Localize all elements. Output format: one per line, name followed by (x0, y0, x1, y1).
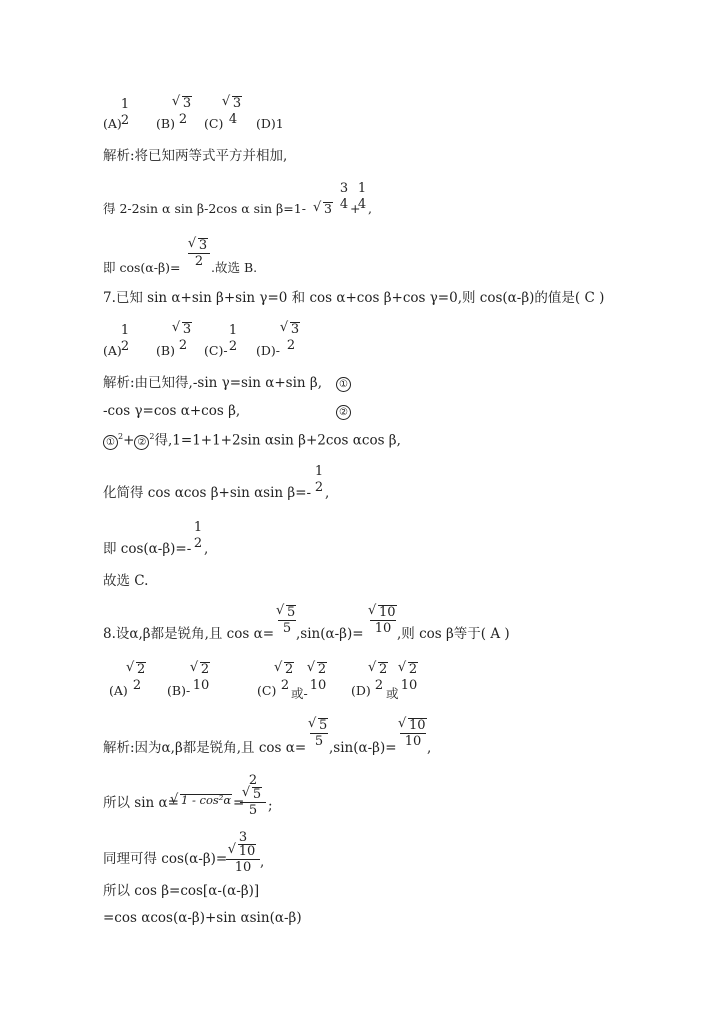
q8-stem-fraction2 (370, 605, 396, 635)
q7-solution-mark1: ① (336, 377, 351, 392)
denominator: 5 (248, 803, 258, 818)
q8-solution-line3-suffix: , (260, 854, 265, 870)
numerator: 10 (409, 718, 426, 733)
q7-solution-line3-square1: 2 (118, 432, 124, 441)
q7-solution-line4-suffix: , (325, 485, 330, 501)
denominator: 4 (228, 112, 238, 127)
denominator: 10 (374, 621, 392, 636)
q7-option-a-fraction (120, 324, 130, 353)
q7-stem: 7.已知 sin α+sin β+sin γ=0 和 cos α+cos β+cos γ=0,则 cos(α-β)的值是( C ) (103, 290, 605, 306)
q8-option-b-label: (B)- (167, 683, 191, 698)
q7-solution-line3-mark2: ② (134, 435, 149, 450)
denominator: 10 (404, 734, 422, 749)
numerator: 3 (198, 238, 208, 253)
q8-option-a-label: (A) (109, 683, 128, 698)
q8-solution-line2-eq: = (233, 795, 245, 811)
q6-option-a-fraction (120, 98, 130, 127)
numerator: 2 (200, 662, 210, 677)
numerator: 3 (339, 181, 349, 196)
numerator: 3 (290, 322, 300, 337)
q7-solution-line6: 故选 C. (103, 573, 149, 589)
q7-option-d-fraction (280, 322, 302, 352)
q7-solution-mark2: ② (336, 405, 351, 420)
q8-solution-line1-prefix: 解析:因为α,β都是锐角,且 cos α= (103, 740, 307, 756)
q7-solution-line2: -cos γ=cos α+cos β, (103, 403, 241, 419)
q7-solution-line1: 解析:由已知得,-sin γ=sin α+sin β, (103, 375, 322, 391)
q8-option-c-fraction2 (307, 662, 329, 692)
denominator: 4 (339, 197, 349, 212)
q8-option-b-fraction (190, 662, 212, 692)
q6-solution-line3-fraction (188, 238, 210, 268)
q6-option-d: (D)1 (256, 116, 284, 131)
numerator-coefficient: 2 (248, 773, 258, 788)
denominator: 2 (374, 678, 384, 693)
denominator: 10 (309, 678, 327, 693)
q7-option-d-label: (D)- (256, 343, 280, 358)
q6-solution-frac2 (357, 182, 367, 211)
q8-solution-line3-fraction (226, 831, 260, 874)
numerator: 1 (357, 181, 367, 196)
q8-stem-fraction1 (278, 605, 296, 635)
numerator: 2 (379, 662, 388, 677)
denominator: 4 (357, 197, 367, 212)
numerator: 3 (232, 96, 242, 111)
q7-option-c-label: (C)- (204, 343, 228, 358)
q8-solution-line1-fraction1 (310, 718, 328, 748)
numerator: 1 (120, 323, 130, 338)
numerator-radicand: 5 (252, 787, 262, 802)
numerator: 2 (408, 662, 418, 677)
numerator: 2 (317, 662, 327, 677)
q8-solution-line4: 所以 cos β=cos[α-(α-β)] (103, 883, 260, 899)
q7-solution-line5-fraction (193, 521, 203, 550)
denominator: 2 (193, 536, 203, 551)
denominator: 2 (178, 338, 188, 353)
q6-solution-line3-prefix: 即 cos(α-β)= (103, 260, 181, 275)
denominator: 2 (132, 678, 142, 693)
denominator: 2 (120, 339, 130, 354)
denominator: 10 (192, 678, 210, 693)
numerator: 1 (120, 97, 130, 112)
numerator: 1 (314, 464, 324, 479)
numerator: 1 (193, 520, 203, 535)
denominator: 5 (314, 734, 324, 749)
q6-option-c-label: (C) (204, 116, 224, 131)
q6-solution-line2-prefix: 得 2-2sin α sin β-2cos α sin β=1- (103, 201, 306, 216)
q6-solution-comma: , (368, 201, 372, 216)
q8-option-a-fraction (128, 662, 146, 692)
q6-option-b-label: (B) (156, 116, 175, 131)
q8-solution-line1-suffix: , (427, 740, 432, 756)
q8-option-d-fraction2 (398, 662, 420, 692)
numerator: 3 (182, 322, 192, 337)
denominator: 2 (314, 480, 324, 495)
q8-stem-mid: ,sin(α-β)= (296, 626, 364, 642)
q8-stem-suffix: ,则 cos β等于( A ) (397, 626, 510, 642)
q8-option-d-or: 或 (386, 686, 399, 701)
q6-option-b-fraction (172, 96, 194, 126)
q8-solution-line1-mid: ,sin(α-β)= (329, 740, 397, 756)
denominator: 10 (234, 860, 252, 875)
q7-solution-line3-square2: 2 (149, 432, 155, 441)
denominator: 2 (194, 254, 204, 269)
q7-option-a-label: (A) (103, 343, 122, 358)
q7-option-b-fraction (172, 322, 194, 352)
q7-option-b-label: (B) (156, 343, 175, 358)
q8-solution-line2-prefix: 所以 sin α= (103, 795, 179, 811)
denominator: 2 (286, 338, 296, 353)
q8-solution-line2-suffix: ; (268, 798, 273, 814)
denominator: 2 (228, 339, 238, 354)
q6-solution-intro: 解析:将已知两等式平方并相加, (103, 148, 288, 164)
q8-solution-line3-prefix: 同理可得 cos(α-β)= (103, 851, 228, 867)
q7-option-c-fraction (228, 324, 238, 353)
q7-solution-line4-fraction (314, 465, 324, 494)
q7-solution-line3-mark1: ① (103, 435, 118, 450)
q7-solution-line3 (103, 433, 401, 450)
denominator: 2 (280, 678, 290, 693)
q8-solution-line5: =cos αcos(α-β)+sin αsin(α-β) (103, 910, 302, 926)
q7-solution-line3-text: 得,1=1+1+2sin αsin β+2cos αcos β, (154, 432, 401, 449)
numerator-radicand: 10 (238, 844, 256, 859)
numerator: 2 (285, 662, 294, 677)
numerator: 5 (319, 718, 328, 733)
q8-solution-line1-fraction2 (400, 718, 426, 748)
numerator: 1 (228, 323, 238, 338)
q8-stem-prefix: 8.设α,β都是锐角,且 cos α= (103, 626, 275, 642)
q6-solution-line3-suffix: .故选 B. (211, 260, 258, 275)
q6-option-a-label: (A) (103, 116, 122, 131)
q8-option-d-label: (D) (351, 683, 371, 698)
denominator: 2 (178, 112, 188, 127)
numerator: 10 (379, 605, 396, 620)
numerator: 2 (137, 662, 146, 677)
q7-solution-line4-prefix: 化简得 cos αcos β+sin αsin β=- (103, 485, 312, 501)
q8-option-c-or: 或- (291, 686, 308, 701)
numerator: 3 (182, 96, 192, 111)
q6-option-c-fraction (222, 96, 244, 126)
numerator: 5 (287, 605, 296, 620)
denominator: 10 (400, 678, 418, 693)
denominator: 2 (120, 113, 130, 128)
q7-solution-line5-suffix: , (204, 541, 209, 557)
q6-solution-frac1 (339, 182, 349, 211)
numerator-coefficient: 3 (238, 830, 248, 845)
q6-solution-sqrt3: √ 3 (315, 202, 333, 216)
q7-solution-line5-prefix: 即 cos(α-β)=- (103, 541, 192, 557)
q6-solution-plus: + (350, 201, 361, 216)
q8-option-c-label: (C) (257, 683, 277, 698)
q8-solution-line2-sqrt: √ 1 - cos²α (172, 794, 232, 807)
denominator: 5 (282, 621, 292, 636)
q8-solution-line2-fraction (240, 774, 266, 817)
q7-solution-line3-plus: + (123, 432, 135, 449)
